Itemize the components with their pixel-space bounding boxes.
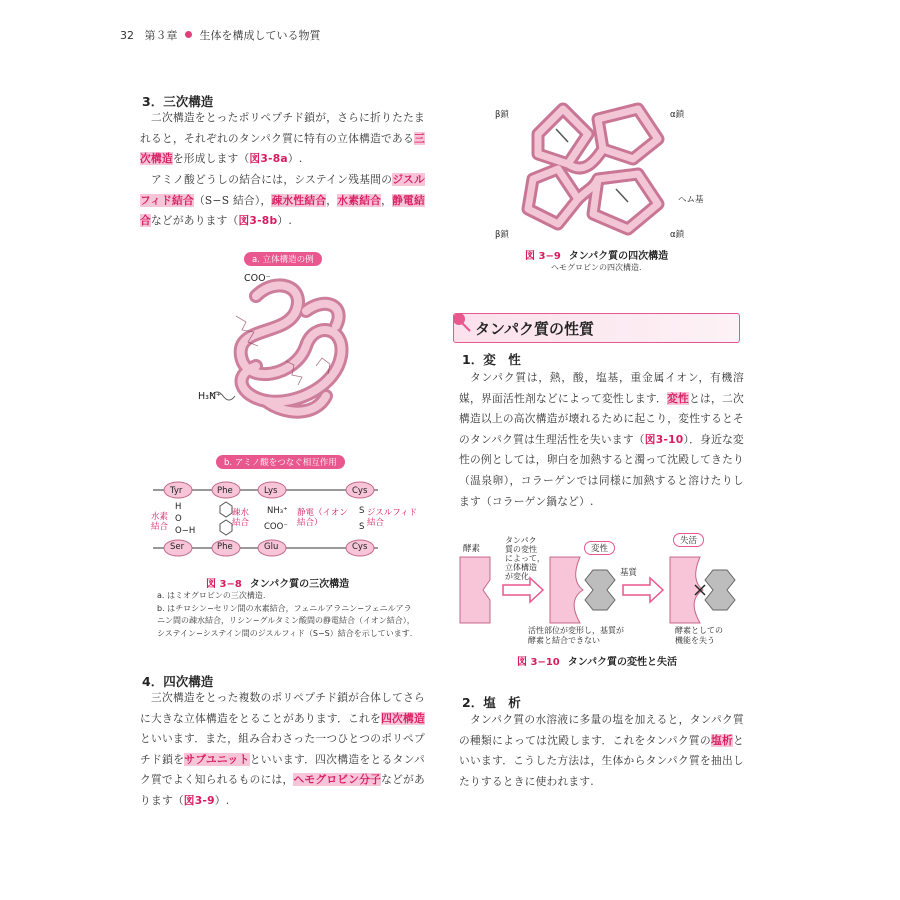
- keyword-disulfide: ジスルフィド結合: [140, 173, 425, 207]
- res-tyr: Tyr: [170, 486, 183, 496]
- beta-chain-bottom: β鎖: [495, 230, 509, 240]
- res-cys-2: Cys: [352, 542, 368, 552]
- text: タンパク質は，熱，酸，塩基，重金属イオン，有機溶媒，界面活性剤などによって変性します．: [459, 371, 744, 405]
- text: タンパク質の水溶液に多量の塩を加えると，タンパク質の種類によっては沈殿します．これをタンパク質の: [459, 713, 744, 747]
- section-title: タンパク質の性質: [475, 320, 594, 338]
- chapter-label: 第３章: [144, 29, 178, 42]
- figure-label-b: b. アミノ酸をつなぐ相互作用: [216, 455, 345, 469]
- paragraph-tertiary-2: [140, 170, 425, 232]
- note-active-site: 活性部位が変形し，基質が 酵素と結合できない: [528, 626, 624, 645]
- text: などがあります（: [140, 773, 425, 807]
- s-atom-2: S: [359, 522, 365, 532]
- keyword-denaturation: 変性: [667, 391, 690, 405]
- text: を形成します（: [172, 152, 250, 166]
- text: ，: [381, 193, 393, 207]
- figure-label-a: a. 立体構造の例: [244, 252, 322, 266]
- interaction-diagram: [148, 468, 384, 568]
- heme-label: ヘム基: [678, 195, 704, 205]
- text: ）.: [287, 152, 303, 166]
- text: といいます．こうした方法は，生体からタンパク質を抽出したりするときに使われます.: [459, 733, 744, 788]
- text: とは，二次構造以上の高次構造が壊れるために起こり，変性するとそのタンパク質は生理活性を失います（: [459, 391, 744, 446]
- denaturation-diagram: [455, 540, 745, 640]
- change-note: タンパク 質の変性 によって， 立体構造 が変化: [505, 536, 545, 581]
- denatured-enzyme-shape: [550, 557, 583, 623]
- text: アミノ酸どうしの結合には，システイン残基間の: [151, 173, 393, 186]
- caption-text: タンパク質の変性と失活: [567, 657, 678, 668]
- oh-group: O−H: [175, 526, 196, 536]
- res-phe-2: Phe: [217, 542, 233, 552]
- text: ）．身近な変性の例としては，卵白を加熱すると濁って沈殿してきたり（温泉卵），コラーゲンでは同様に加熱すると溶けたりします（コラーゲン鍋など）.: [459, 432, 744, 508]
- chapter-title: 生体を構成している物質: [199, 29, 321, 42]
- beta-chain-top: β鎖: [495, 110, 509, 120]
- figure-ref[interactable]: 図3-8b: [238, 214, 278, 228]
- paragraph-salting-out: [459, 710, 744, 792]
- hbond-label: 水素 結合: [151, 512, 169, 532]
- denature-tag: 変性: [584, 541, 615, 555]
- h3n-label: H₃N⁺: [198, 391, 222, 402]
- hydrophobic-label: 疎水 結合: [232, 508, 250, 528]
- res-phe-1: Phe: [217, 486, 233, 496]
- s-atom-1: S: [359, 506, 365, 516]
- heading-salting-out: 2．塩 析: [462, 695, 521, 710]
- text: （S−S 結合），: [193, 193, 272, 207]
- alpha-chain-top: α鎖: [670, 110, 685, 120]
- figure-3-9-note: ヘモグロビンの四次構造.: [551, 263, 642, 272]
- paragraph-quaternary: [140, 688, 425, 812]
- res-cys-1: Cys: [352, 486, 368, 496]
- inactive-enzyme-shape: [670, 557, 703, 623]
- keyword-tertiary-structure: 三次構造: [140, 131, 425, 166]
- res-glu: Glu: [264, 542, 279, 552]
- paragraph-tertiary-1: [140, 108, 425, 170]
- caption-number: 図 3−10: [517, 657, 560, 668]
- heading-quaternary-structure: 4．四次構造: [142, 674, 214, 689]
- keyword-hydrophobic: 疎水性結合: [271, 193, 327, 207]
- note-function-lost: 酵素としての 機能を失う: [675, 626, 723, 645]
- keyword-hydrogen: 水素結合: [337, 193, 382, 207]
- heading-tertiary-structure: 3．三次構造: [142, 94, 214, 109]
- arrow-icon: [503, 578, 543, 602]
- keyword-salting-out: 塩析: [710, 733, 734, 747]
- caption-text: タンパク質の四次構造: [568, 251, 669, 262]
- caption-text: タンパク質の三次構造: [249, 579, 350, 590]
- text: ，: [326, 193, 338, 207]
- res-lys: Lys: [264, 486, 278, 496]
- alpha-chain-bottom: α鎖: [670, 230, 685, 240]
- h-atom: H: [175, 502, 182, 512]
- res-ser: Ser: [170, 542, 185, 552]
- substrate-shape-2: [705, 570, 735, 610]
- inactive-tag: 失活: [673, 533, 704, 547]
- myoglobin-illustration: [196, 266, 366, 436]
- keyword-electrostatic: 静電結合: [140, 193, 425, 228]
- electrostatic-label: 静電（イオン 結合）: [297, 508, 348, 528]
- substrate-label: 基質: [620, 568, 638, 578]
- o-atom: O: [175, 514, 182, 524]
- text: ）.: [214, 793, 230, 807]
- heading-denaturation: 1．変 性: [462, 352, 521, 367]
- nh3-label: NH₃⁺: [267, 506, 288, 516]
- text: ）.: [277, 214, 292, 228]
- coo-label-2: COO⁻: [264, 522, 288, 532]
- keyword-hemoglobin: ヘモグロビン分子: [293, 773, 382, 787]
- text: 二次構造をとったポリペプチド鎖が，さらに折りたたまれると，それぞれのタンパク質に特有の立体構造である: [140, 111, 425, 145]
- paragraph-denaturation: [459, 368, 744, 512]
- running-head: [120, 27, 321, 43]
- keyword-subunit: サブユニット: [184, 752, 250, 766]
- page-number: 32: [120, 29, 134, 42]
- coo-label: COO⁻: [244, 273, 271, 284]
- figure-3-10-caption: [517, 653, 677, 668]
- figure-ref[interactable]: 図3-10: [644, 432, 684, 446]
- text: といいます．四次構造をとるタンパク質でよく知られるものには，: [140, 752, 425, 787]
- enzyme-shape: [460, 557, 490, 623]
- figure-3-9-caption: [525, 247, 668, 262]
- figure-3-8-note: a. はミオグロビンの三次構造. b. はチロシン−セリン間の水素結合，フェニルアラニン−フェニルアラニン間の疎水結合，リシン−グルタミン酸間の静電結合（イオン結合），システイン−システイン間のジスルフィド（S−S）結合を示しています.: [157, 591, 415, 638]
- text: などがあります（: [150, 214, 239, 228]
- keyword-quaternary: 四次構造: [381, 711, 425, 725]
- hemoglobin-illustration: [508, 94, 673, 244]
- bullet-icon: [185, 31, 192, 38]
- text: 三次構造をとった複数のポリペプチド鎖が合体してさらに大きな立体構造をとることがあります．これを: [140, 691, 425, 725]
- text: といいます．また，組み合わさった一つひとつのポリペプチド鎖を: [140, 732, 425, 766]
- figure-ref[interactable]: 図3-8a: [249, 152, 288, 166]
- enzyme-label: 酵素: [463, 544, 481, 554]
- figure-ref[interactable]: 図3-9: [183, 793, 215, 807]
- arrow-icon: [623, 578, 663, 602]
- caption-number: 図 3−9: [525, 251, 561, 262]
- caption-number: 図 3−8: [206, 579, 242, 590]
- pushpin-icon: [450, 311, 474, 335]
- disulfide-label: ジスルフィド 結合: [367, 508, 418, 528]
- figure-3-8-caption: [206, 575, 349, 590]
- substrate-shape: [585, 570, 615, 610]
